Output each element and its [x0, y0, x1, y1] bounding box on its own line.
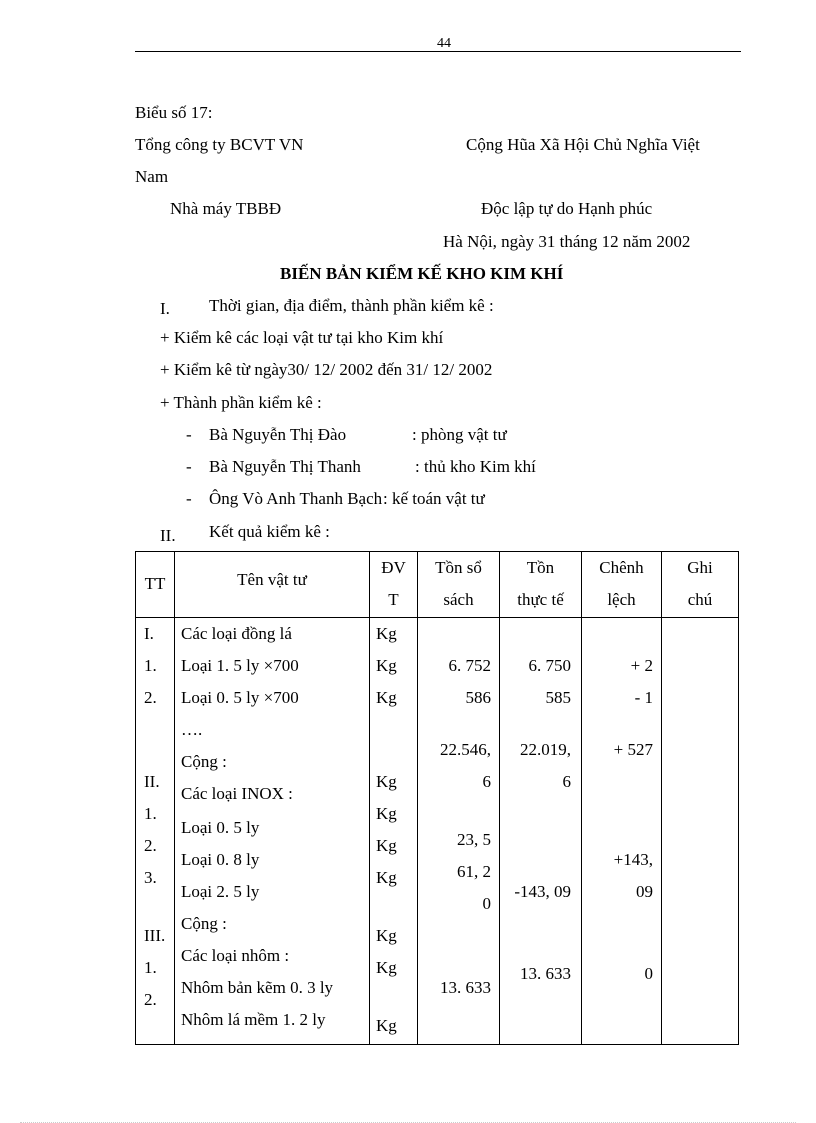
header-difference [582, 552, 662, 618]
tt-cell: 1. [144, 804, 157, 823]
document-date: Hà Nội, ngày 31 tháng 12 năm 2002 [443, 232, 691, 251]
header-actual-stock [500, 552, 582, 618]
header-unit-line2: T [388, 590, 399, 609]
item-name-cell: Cộng : [181, 914, 227, 933]
page-number: 44 [437, 36, 451, 51]
book-stock-cell: 22.546, [440, 740, 491, 759]
actual-stock-cell: 585 [545, 688, 571, 707]
table-header-row [136, 552, 739, 618]
member-role: : kế toán vật tư [383, 489, 485, 508]
header-book-line1: Tồn sổ [435, 558, 482, 577]
national-motto-line1: Cộng Hũa Xã Hội Chủ Nghĩa Việt [466, 135, 700, 154]
difference-cell: + 527 [613, 740, 653, 759]
tt-cell: I. [144, 624, 154, 643]
unit-cell: Kg [376, 624, 397, 643]
member-role: : thủ kho Kim khí [415, 457, 536, 476]
member-dash: - [186, 457, 192, 476]
unit-cell: Kg [376, 804, 397, 823]
item-name-cell: Các loại INOX : [181, 784, 293, 803]
header-note-line1: Ghi [687, 558, 713, 577]
unit-column [370, 618, 418, 1045]
difference-cell: + 2 [630, 656, 653, 675]
header-note-line2: chú [687, 590, 713, 609]
difference-cell: - 1 [634, 688, 653, 707]
unit-cell: Kg [376, 958, 397, 977]
form-label: Biểu số 17: [135, 103, 213, 122]
actual-stock-cell: -143, 09 [514, 882, 571, 901]
actual-stock-column [500, 618, 582, 1045]
member-dash: - [186, 489, 192, 508]
tt-cell: III. [144, 926, 166, 945]
unit-cell: Kg [376, 1016, 397, 1035]
member-role: : phòng vật tư [412, 425, 507, 444]
member-name: Bà Nguyễn Thị Thanh [209, 457, 361, 476]
unit-cell: Kg [376, 656, 397, 675]
unit-cell: Kg [376, 772, 397, 791]
header-book-line2: sách [443, 590, 474, 609]
actual-stock-cell: 22.019, [520, 740, 571, 759]
item-name-cell: Loại 0. 8 ly [181, 850, 260, 869]
book-stock-cell: 586 [465, 688, 491, 707]
tt-cell: 2. [144, 688, 157, 707]
section-1-line: + Thành phần kiểm kê : [160, 393, 322, 412]
book-stock-cell: 23, 5 [457, 830, 491, 849]
tt-cell: 2. [144, 990, 157, 1009]
item-name-cell: Các loại nhôm : [181, 946, 290, 965]
header-rule [135, 51, 741, 52]
member-name: Bà Nguyễn Thị Đào [209, 425, 347, 444]
header-diff-line1: Chênh [599, 558, 644, 577]
book-stock-column [418, 618, 500, 1045]
item-name-cell: Loại 1. 5 ly ×700 [181, 656, 299, 675]
tt-cell: 1. [144, 656, 157, 675]
item-name-cell: Cộng : [181, 752, 227, 771]
table-body-row [136, 618, 739, 1045]
actual-stock-cell: 6. 750 [528, 656, 571, 675]
difference-column [582, 618, 662, 1045]
difference-cell: +143, [613, 850, 653, 869]
item-name-cell: …. [181, 720, 203, 739]
member-dash: - [186, 425, 192, 444]
book-stock-cell: 0 [482, 894, 491, 913]
book-stock-cell: 6. 752 [448, 656, 491, 675]
book-stock-cell: 6 [482, 772, 491, 791]
unit-cell: Kg [376, 926, 397, 945]
header-actual-line1: Tồn [526, 558, 555, 577]
section-1-line: + Kiểm kê các loại vật tư tại kho Kim khí [160, 328, 444, 347]
tt-column [136, 618, 175, 1045]
tt-cell: 1. [144, 958, 157, 977]
item-name-cell: Loại 2. 5 ly [181, 882, 260, 901]
book-stock-cell: 61, 2 [457, 862, 491, 881]
item-name-cell: Loại 0. 5 ly [181, 818, 260, 837]
header-diff-line2: lệch [607, 590, 636, 609]
item-name-cell: Nhôm lá mềm 1. 2 ly [181, 1010, 326, 1029]
name-column [175, 618, 370, 1045]
section-2-heading: Kết quả kiểm kê : [209, 522, 330, 541]
org-name: Tổng công ty BCVT VN [135, 135, 304, 154]
actual-stock-cell: 13. 633 [520, 964, 571, 983]
difference-cell: 09 [636, 882, 653, 901]
section-1-line: + Kiểm kê từ ngày30/ 12/ 2002 đến 31/ 12/ 2002 [160, 360, 493, 379]
header-unit-line1: ĐV [381, 558, 406, 577]
national-motto-wrap: Nam [135, 167, 169, 186]
header-name: Tên vật tư [175, 552, 370, 618]
section-2-number: II. [160, 526, 176, 545]
unit-cell: Kg [376, 688, 397, 707]
tt-cell: 2. [144, 836, 157, 855]
item-name-cell: Loại 0. 5 ly ×700 [181, 688, 299, 707]
national-motto-line2: Độc lập tự do Hạnh phúc [481, 199, 653, 218]
book-stock-cell: 13. 633 [440, 978, 491, 997]
note-column [662, 618, 739, 1045]
unit-cell: Kg [376, 868, 397, 887]
tt-cell: II. [144, 772, 160, 791]
section-1-heading: Thời gian, địa điểm, thành phần kiểm kê : [209, 296, 494, 315]
tt-cell: 3. [144, 868, 157, 887]
item-name-cell: Nhôm bản kẽm 0. 3 ly [181, 978, 334, 997]
header-actual-line2: thực tế [517, 590, 564, 609]
header-unit [370, 552, 418, 618]
header-tt: TT [136, 552, 175, 618]
header-note [662, 552, 739, 618]
document-title: BIẾN BẢN KIỂM KẾ KHO KIM KHÍ [280, 264, 564, 283]
actual-stock-cell: 6 [562, 772, 571, 791]
factory-name: Nhà máy TBBĐ [170, 199, 282, 218]
header-book-stock [418, 552, 500, 618]
section-1-number: I. [160, 299, 170, 318]
inventory-table [135, 551, 739, 1045]
unit-cell: Kg [376, 836, 397, 855]
member-name: Ông Vò Anh Thanh Bạch [209, 489, 383, 508]
difference-cell: 0 [644, 964, 653, 983]
item-name-cell: Các loại đồng lá [181, 624, 292, 643]
